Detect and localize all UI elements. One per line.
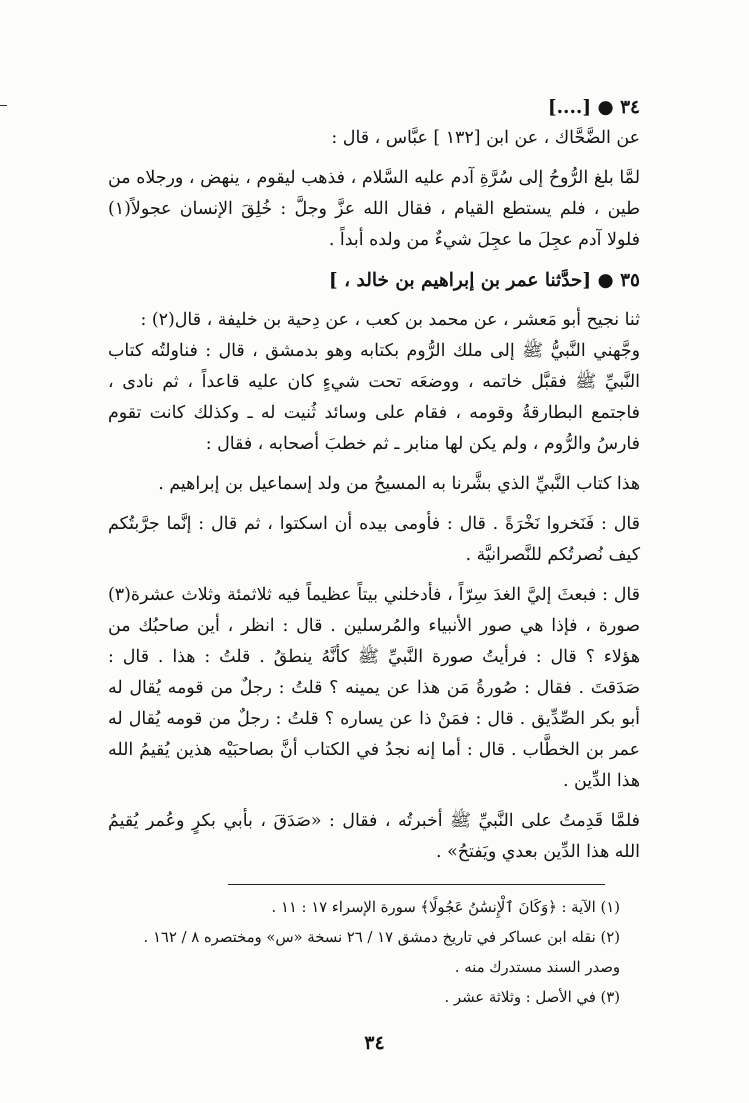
hadith-35-narrative: وجَّهني النَّبيُّ ﷺ إلى ملك الرُّوم بكتابه وهو بدمشق ، قال : فناولتُه كتاب النَّبيِّ ﷺ فقبَّل خاتمه ، ووضعَه تحت شيءٍ كان عليه قاعداً ، ثم نادى ، فاجتمع البطارقةُ وقومه ، فقام على وسائد ثُنيت له ـ وكذلك كانت تقوم فارسُ والرُّوم ، ولم يكن لها منابر ـ ثم خطبَ أصحابه ، فقال : <box>108 341 640 454</box>
main-text <box>108 92 640 868</box>
hadith-35-quote: هذا كتاب النَّبيِّ الذي بشَّرنا به المسيحُ من ولد إسماعيل بن إبراهيم . <box>158 474 640 494</box>
footnote-2: (٢) نقله ابن عساكر في تاريخ دمشق ١٧ / ٢٦ نسخة «س» ومختصره ٨ / ١٦٢ . وصدر السند مستدرك منه . <box>143 929 620 976</box>
footnote-1: (١) الآية : ﴿وَكَانَ ٱلْإِنسَٰنُ عَجُولًا﴾ سورة الإسراء ١٧ : ١١ . <box>271 899 620 916</box>
hadith-35-images: قال : فبعثَ إليَّ الغدَ سِرّاً ، فأدخلني بيتاً عظيماً فيه ثلاثمئة وثلاث عشرة(٣) صورة ، فإذا هي صور الأنبياء والمُرسلين . قال : انظر ، أين صاحبُك من هؤلاء ؟ قال : فرأيتُ صورة النَّبيِّ ﷺ كأنَّهُ ينطقُ . قلتُ : هذا . قال : صَدَقتَ . فقال : صُورةُ مَن هذا عن يمينه ؟ قلتُ : رجلٌ من قومه يُقال له أبو بكر الصِّدِّيق . قال : فمَنْ ذا عن يساره ؟ قلتُ : رجلٌ من قومه يُقال له عمر بن الخطَّاب . قال : أما إنه نجدُ في الكتاب أنَّ بصاحبَيْه هذين يُقيمُ الله هذا الدِّين . <box>108 585 640 791</box>
hadith-35-conclusion: فلمَّا قَدِمتُ على النَّبيِّ ﷺ أخبرتُه ، فقال : «صَدَقَ ، بأبي بكرٍ وعُمر يُقيمُ الله هذا الدِّين بعدي ويَفتحُ» . <box>108 811 640 862</box>
hadith-34-isnad: عن الضَّحَّاك ، عن ابن [١٣٢ ] عبَّاس ، قال : <box>331 128 640 148</box>
hadith-34-heading: ٣٤ ● [....] <box>547 97 640 118</box>
margin-mark <box>0 105 7 106</box>
page-number: ٣٤ <box>364 1032 385 1054</box>
hadith-35-isnad: ثنا نجيح أبو مَعشر ، عن محمد بن كعب ، عن دِحية بن خليفة ، قال(٢) : <box>140 310 640 330</box>
footnote-divider <box>228 884 605 885</box>
hadith-35-heading: ٣٥ ● [حدَّثنا عمر بن إبراهيم بن خالد ، ] <box>328 270 640 291</box>
hadith-34-text: لمَّا بلغ الرُّوحُ إلى سُرَّةِ آدم عليه السَّلام ، فذهب ليقوم ، ينهض ، ورجلاه من طين ، فلم يستطع القيام ، فقال الله عزَّ وجلَّ : خُلِقَ الإنسان عجولاً(١) فلولا آدم عجِلَ ما عجِلَ شيءٌ من ولده أبداً . <box>108 168 640 250</box>
footnote-3: (٣) في الأصل : وثلاثة عشر . <box>444 989 620 1006</box>
footnotes <box>108 893 620 1013</box>
hadith-35-reaction: قال : فَنَخروا نَخْرَةً . قال : فأومى بيده أن اسكتوا ، ثم قال : إنَّما جرَّبتُكم كيف نُصرتُكم للنَّصرانيَّة . <box>108 514 640 565</box>
